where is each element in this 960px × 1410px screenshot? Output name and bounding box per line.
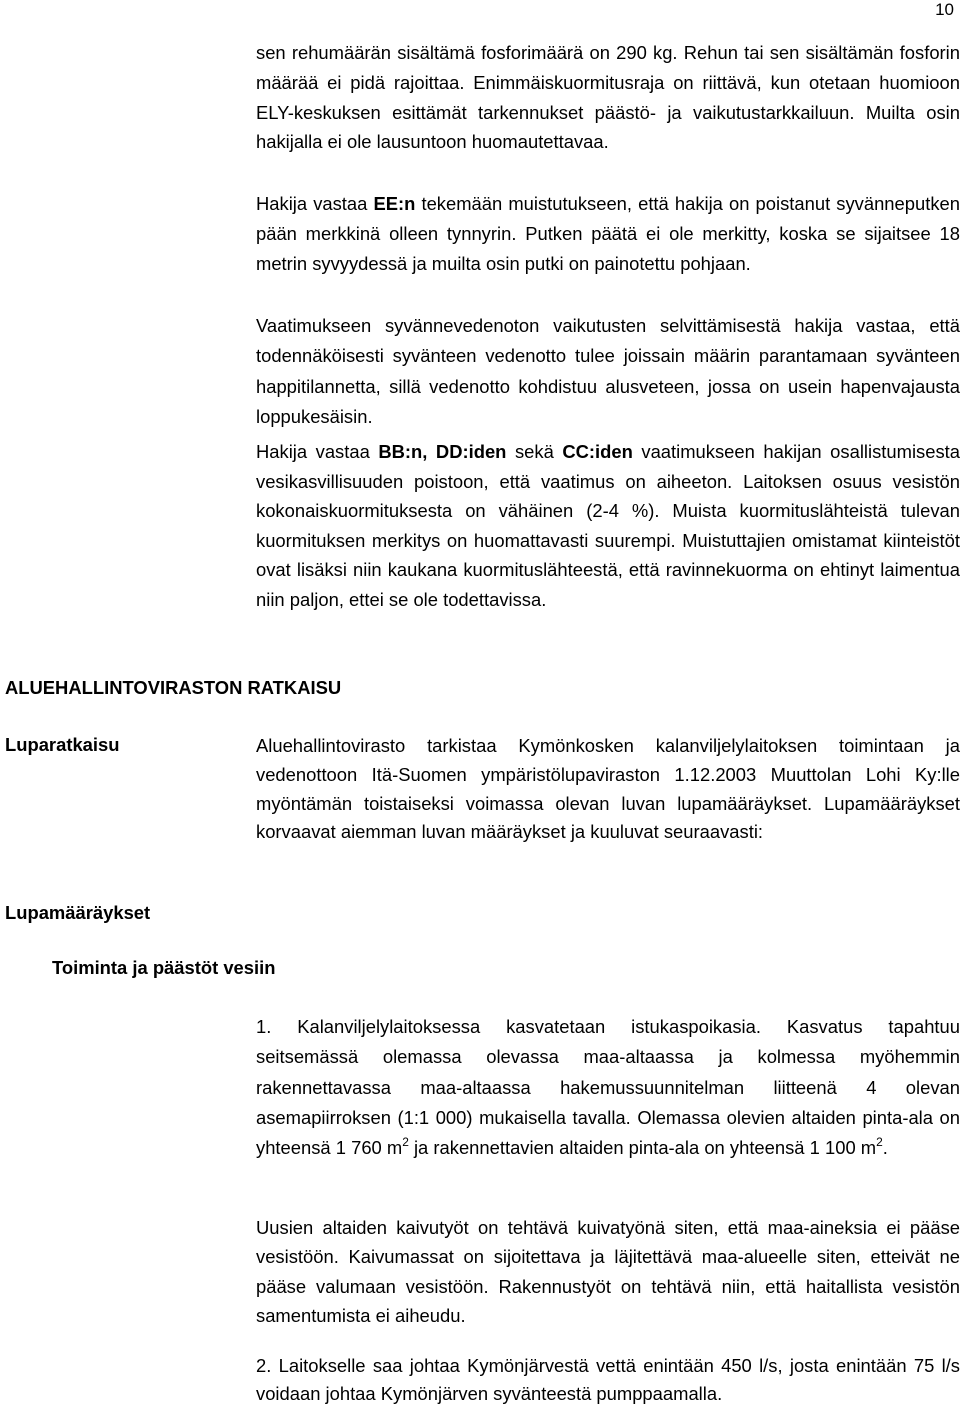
regulation-item-1 bbox=[256, 1012, 960, 1163]
reply-bb-bold: BB:n, DD:iden bbox=[378, 441, 507, 462]
regulation-1-text-b: ja rakennettavien altaiden pinta-ala on yhteensä 1 100 m bbox=[408, 1137, 877, 1159]
reply-bb-text-c: sekä bbox=[506, 441, 563, 462]
reply-bb-text-a: Hakija vastaa bbox=[256, 441, 379, 462]
page-number: 10 bbox=[935, 0, 954, 19]
reply-ee-text-c: tekemään muistutukseen, että hakija on poistanut syvänneputken pään merkkinä olleen tynnyrin. Putken päätä ei ole merkitty, koska se sijaitsee 18 metrin syvyydessä ja muilta osin putki on painotettu pohjaan. bbox=[256, 193, 960, 274]
heading-decision: ALUEHALLINTOVIRASTON RATKAISU bbox=[5, 677, 342, 698]
heading-operations-emissions: Toiminta ja päästöt vesiin bbox=[52, 957, 276, 978]
regulation-1-text-a: 1. Kalanviljelylaitoksessa kasvatetaan istukaspoikasia. Kasvatus tapahtuu seitsemässä olemassa olevassa maa-altaassa ja kolmessa myöhemmin rakennettavassa maa-altaassa hakemussuunnitelman liitteenä 4 olevan asemapiirroksen (1:1 000) mukaisella tavalla. Olemassa olevien altaiden pinta-ala on yhteensä 1 760 m bbox=[256, 1016, 960, 1159]
heading-permit-decision: Luparatkaisu bbox=[5, 734, 120, 755]
reply-cc-bold: CC:iden bbox=[562, 441, 633, 462]
paragraph-statement-end: sen rehumäärän sisältämä fosforimäärä on 290 kg. Rehun tai sen sisältämän fosforin määrää ei pidä rajoittaa. Enimmäiskuormitusraja on riittävä, kun otetaan huomioon ELY-keskuksen esittämät tarkennukset päästö- ja vaikutustarkkailuun. Muilta osin hakijalla ei ole lausuntoon huomautettavaa. bbox=[256, 42, 960, 153]
paragraph-reply-deep-water: Vaatimukseen syvännevedenoton vaikutusten selvittämisestä hakija vastaa, että todennäköisesti syvänteen vedenotto tulee joissain määrin parantamaan syvänteen happitilannetta, sillä vedenotto kohdistuu alusveteen, jossa on usein hapenvajausta loppukesäisin. bbox=[256, 315, 960, 427]
superscript-2: 2 bbox=[402, 1135, 409, 1150]
reply-ee-text-a: Hakija vastaa bbox=[256, 193, 374, 214]
regulation-1-text-c: . bbox=[882, 1137, 888, 1159]
superscript-2: 2 bbox=[876, 1135, 883, 1150]
reply-ee-bold: EE:n bbox=[373, 193, 416, 214]
paragraph-permit-decision: Aluehallintovirasto tarkistaa Kymönkosken kalanviljelylaitoksen toimintaan ja vedenottoon Itä-Suomen ympäristölupaviraston 1.12.2003 Muuttolan Lohi Ky:lle myöntämän toistaiseksi voimassa olevan luvan lupamääräykset. Lupamääräykset korvaavat aiemman luvan määräykset ja kuuluvat seuraavasti: bbox=[256, 735, 960, 843]
paragraph-excavation: Uusien altaiden kaivutyöt on tehtävä kuivatyönä siten, että maa-aineksia ei pääse vesistöön. Kaivumassat on sijoitettava ja läjitettävä maa-alueelle siten, etteivät ne pääse valumaan vesistöön. Rakennustyöt on tehtävä niin, että haitallista vesistön samentumista ei aiheudu. bbox=[256, 1217, 960, 1326]
paragraph-reply-bb-dd-cc bbox=[256, 437, 960, 614]
paragraph-reply-ee bbox=[256, 189, 960, 279]
reply-bb-text-e: vaatimukseen hakijan osallistumisesta vesikasvillisuuden poistoon, että vaatimus on aiheeton. Laitoksen osuus vesistön kokonaiskuormituksesta on vähäinen (2-4 %). Muista kuormituslähteistä tulevan kuormituksen merkitys on huomattavasti suurempi. Muistuttajien omistamat kiinteistöt ovat lisäksi niin kaukana kuormituslähteestä, että ravinnekuorma on ehtinyt laimentua niin paljon, ettei se ole todettavissa. bbox=[256, 441, 960, 610]
regulation-item-2: 2. Laitokselle saa johtaa Kymönjärvestä vettä enintään 450 l/s, josta enintään 75 l/s voidaan johtaa Kymönjärven syvänteestä pumppaamalla. bbox=[256, 1355, 960, 1404]
heading-permit-regulations: Lupamääräykset bbox=[5, 902, 151, 923]
